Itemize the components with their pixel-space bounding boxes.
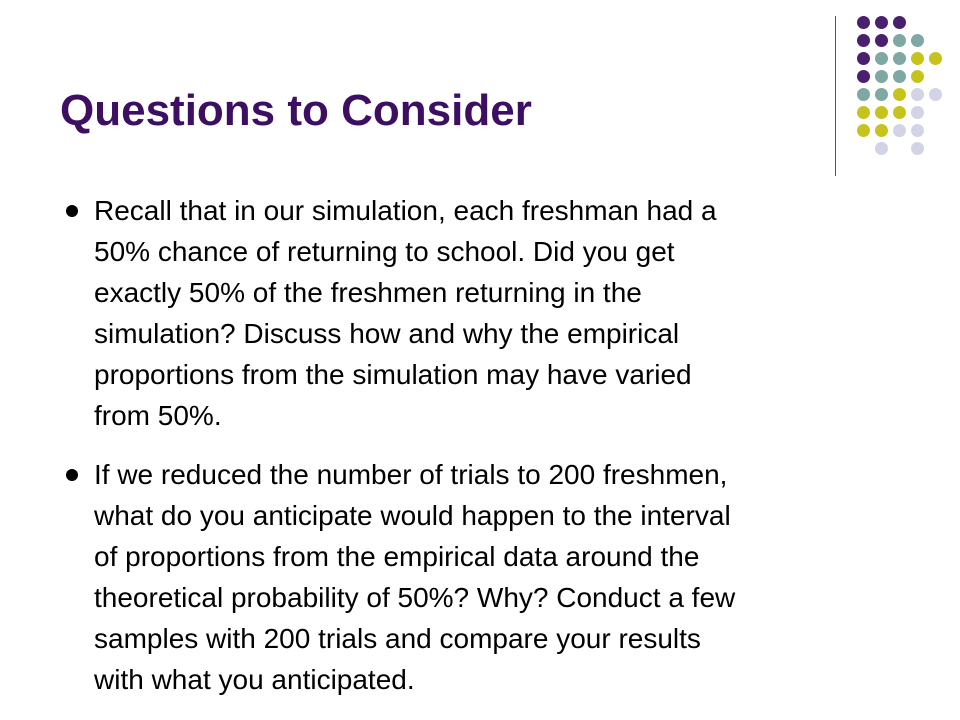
decor-dot [875,88,888,101]
decor-dot [875,142,888,155]
decor-dot [857,34,870,47]
decor-dot [893,88,906,101]
decor-dot [857,106,870,119]
decor-dot [929,52,942,65]
bullet-line: If we reduced the number of trials to 200 freshmen, [94,459,728,490]
decor-dot [875,16,888,29]
decor-dot [857,70,870,83]
decor-dot [911,88,924,101]
bullet-list [62,190,922,718]
decor-dot [893,34,906,47]
bullet-item [62,190,922,436]
decor-dot [893,70,906,83]
bullet-line: proportions from the simulation may have varied [94,359,692,390]
decor-dot [893,106,906,119]
decor-dot [911,124,924,137]
decor-dot [875,106,888,119]
decor-dot [875,124,888,137]
bullet-line: 50% chance of returning to school. Did you get [94,236,675,267]
decor-dot [875,52,888,65]
decor-dot [893,124,906,137]
bullet-line: simulation? Discuss how and why the empirical [94,318,680,349]
bullet-line: of proportions from the empirical data around the [94,541,700,572]
bullet-line: theoretical probability of 50%? Why? Conduct a few [94,582,736,613]
decor-dot [911,34,924,47]
bullet-line: exactly 50% of the freshmen returning in the [94,277,642,308]
bullet-line: what do you anticipate would happen to the interval [94,500,731,531]
decor-dot [911,142,924,155]
decorative-dot-grid [0,0,960,180]
bullet-line: samples with 200 trials and compare your results [94,623,701,654]
bullet-line: from 50%. [94,400,222,431]
decor-dot [875,34,888,47]
decor-dot [893,16,906,29]
decor-dot [857,88,870,101]
decor-dot [929,88,942,101]
bullet-line: with what you anticipated. [94,664,415,695]
bullet-item [62,454,922,700]
decor-dot [911,106,924,119]
decor-dot [911,52,924,65]
decor-dot [875,70,888,83]
decor-dot [911,70,924,83]
bullet-line: Recall that in our simulation, each freshman had a [94,195,717,226]
bullet-dot-icon [66,205,78,217]
decor-dot [857,52,870,65]
decor-dot [857,16,870,29]
slide-title: Questions to Consider [60,86,532,135]
decor-dot [857,124,870,137]
bullet-dot-icon [66,469,78,481]
decor-dot [893,52,906,65]
